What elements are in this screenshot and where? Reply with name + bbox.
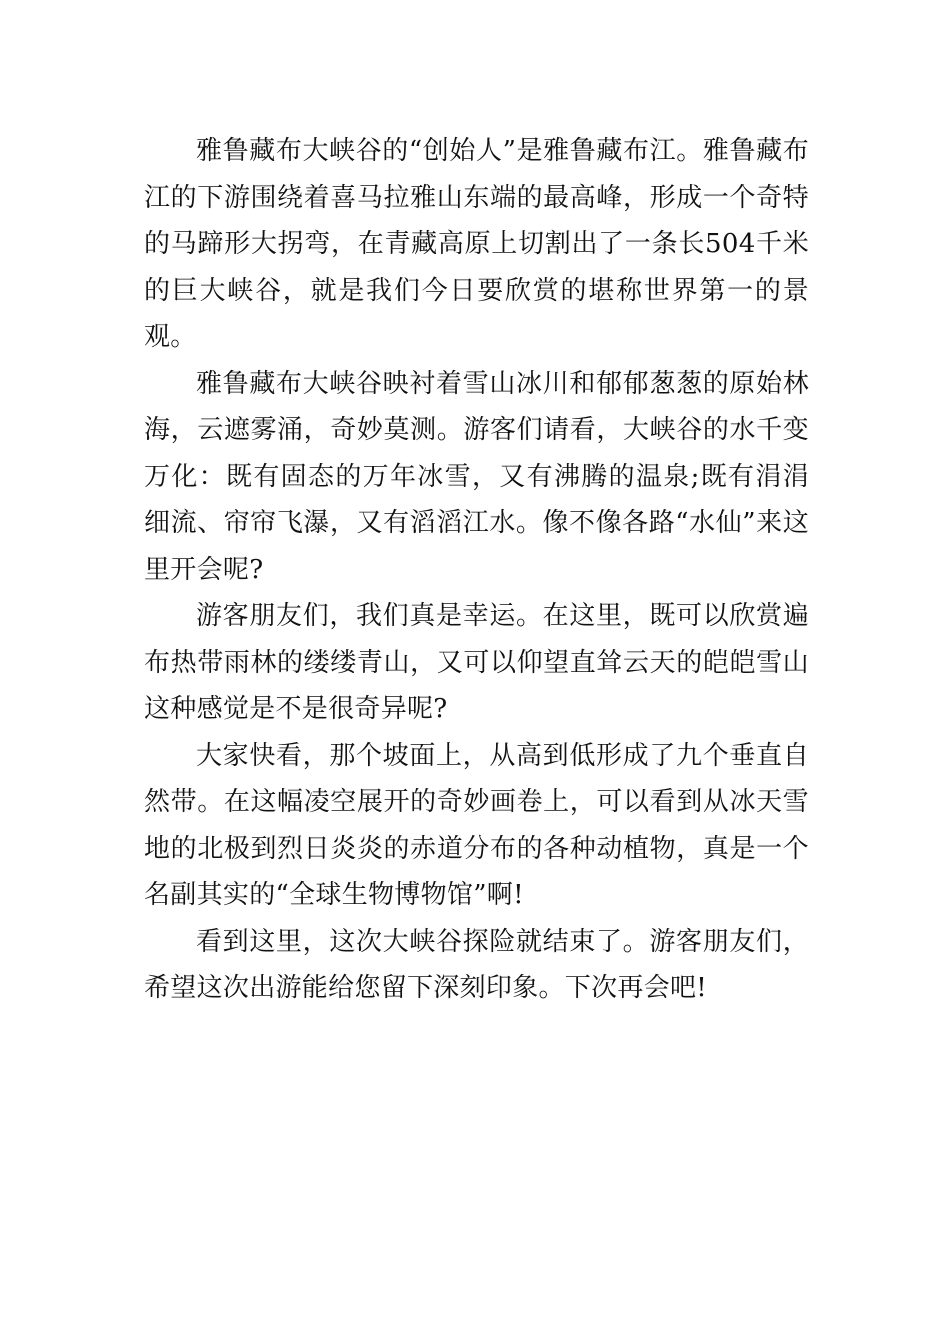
paragraph-3: 游客朋友们，我们真是幸运。在这里，既可以欣赏遍布热带雨林的缕缕青山，又可以仰望直耸云天的皑皑雪山这种感觉是不是很奇异呢? [144,601,809,724]
paragraph-2: 雅鲁藏布大峡谷映衬着雪山冰川和郁郁葱葱的原始林海，云遮雾涌，奇妙莫测。游客们请看，大峡谷的水千变万化：既有固态的万年冰雪，又有沸腾的温泉;既有涓涓细流、帘帘飞瀑，又有滔滔江水。像不像各路“水仙”来这里开会呢? [144,368,809,585]
paragraph-1: 雅鲁藏布大峡谷的“创始人”是雅鲁藏布江。雅鲁藏布江的下游围绕着喜马拉雅山东端的最高峰，形成一个奇特的马蹄形大拐弯，在青藏高原上切割出了一条长504千米的巨大峡谷，就是我们今日要欣赏的堪称世界第一的景观。 [144,136,809,352]
paragraph-5: 看到这里，这次大峡谷探险就结束了。游客朋友们，希望这次出游能给您留下深刻印象。下次再会吧! [144,926,809,1003]
document-body [144,128,809,1012]
paragraph-4: 大家快看，那个坡面上，从高到低形成了九个垂直自然带。在这幅凌空展开的奇妙画卷上，可以看到从冰天雪地的北极到烈日炎炎的赤道分布的各种动植物，真是一个名副其实的“全球生物博物馆”啊! [144,740,809,910]
